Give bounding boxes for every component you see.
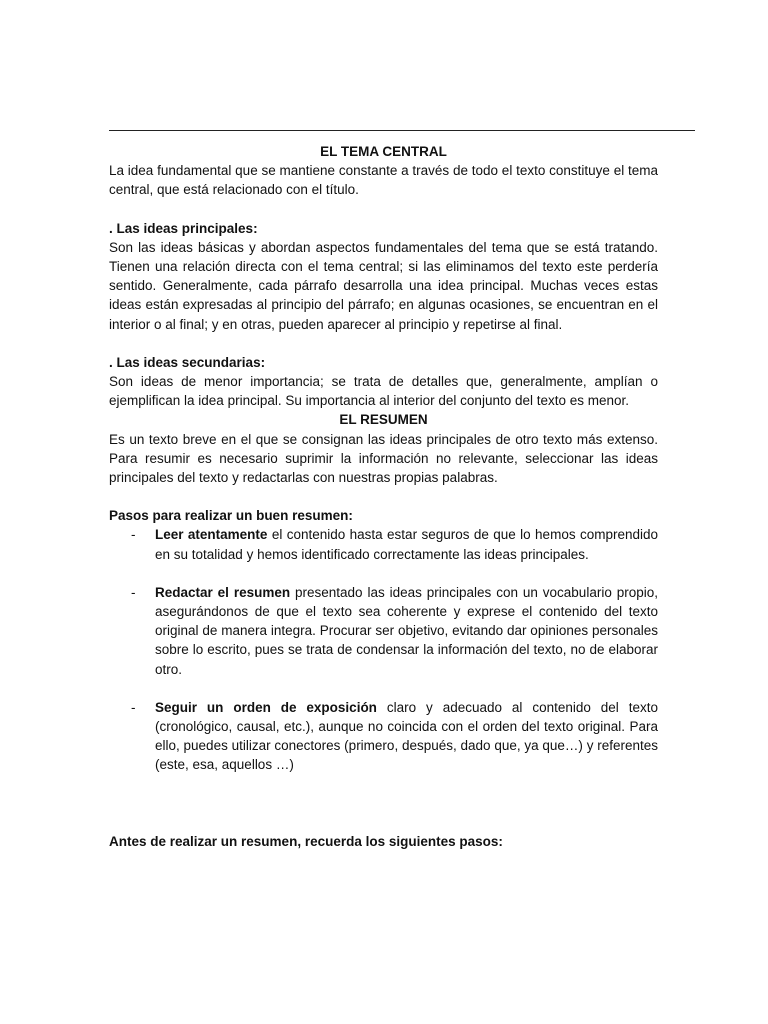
tema-central-text: La idea fundamental que se mantiene constante a través de todo el texto constituye el tema central, que está relacionado con el título. xyxy=(109,163,658,198)
list-bullet: - xyxy=(131,527,136,543)
antes-heading: Antes de realizar un resumen, recuerda los siguientes pasos: xyxy=(109,833,503,849)
steps-list xyxy=(109,525,658,774)
ideas-principales-text: Son las ideas básicas y abordan aspectos fundamentales del tema que se está tratando. Tienen una relación directa con el tema central; si las eliminamos del texto este perdería sentido. Generalmente, cada párrafo desarrolla una idea principal. Muchas veces estas ideas están expresadas al principio del párrafo; en algunas ocasiones, se encuentran en el interior o al final; y en otras, pueden aparecer al principio y repetirse al final. xyxy=(109,239,658,332)
ideas-secundarias-heading: . Las ideas secundarias: xyxy=(109,354,266,370)
step-bold-label: Redactar el resumen xyxy=(155,584,291,600)
step-bold-label: Seguir un orden de exposición xyxy=(155,699,377,715)
list-item xyxy=(109,698,658,775)
list-bullet: - xyxy=(131,584,136,600)
list-bullet: - xyxy=(131,699,136,715)
tema-central-title: EL TEMA CENTRAL xyxy=(320,144,447,159)
ideas-principales-heading: . Las ideas principales: xyxy=(109,220,258,236)
pasos-heading: Pasos para realizar un buen resumen: xyxy=(109,508,353,524)
list-item xyxy=(109,583,658,679)
step-text: presentado las ideas principales con un vocabulario propio, asegurándonos de que el texto sea coherente y exprese el contenido del texto original de manera integra. Procurar ser objetivo, evitando dar opiniones personales sobre lo escrito, pues se trata de condensar la información del texto, no de elaborar otro. xyxy=(155,584,658,677)
top-rule xyxy=(109,130,695,131)
list-item xyxy=(109,525,658,563)
step-text: el contenido hasta estar seguros de que lo hemos comprendido en su totalidad y hemos identificado correctamente las ideas principales. xyxy=(155,527,659,562)
step-bold-label: Leer atentamente xyxy=(155,527,268,543)
document-body xyxy=(109,142,658,851)
resumen-title: EL RESUMEN xyxy=(339,412,428,428)
step-text: claro y adecuado al contenido del texto (cronológico, causal, etc.), aunque no coincida con el orden del texto original. Para ello, puedes utilizar conectores (primero, después, dado que, ya que…) y referentes (este, esa, aquellos …) xyxy=(155,699,658,773)
resumen-text: Es un texto breve en el que se consignan las ideas principales de otro texto más extenso. Para resumir es necesario suprimir la información no relevante, seleccionar las ideas principales del texto y redactarlas con nuestras propias palabras. xyxy=(109,431,658,486)
ideas-secundarias-text: Son ideas de menor importancia; se trata de detalles que, generalmente, amplían o ejemplifican la idea principal. Su importancia al interior del conjunto del texto es menor. xyxy=(109,374,658,409)
